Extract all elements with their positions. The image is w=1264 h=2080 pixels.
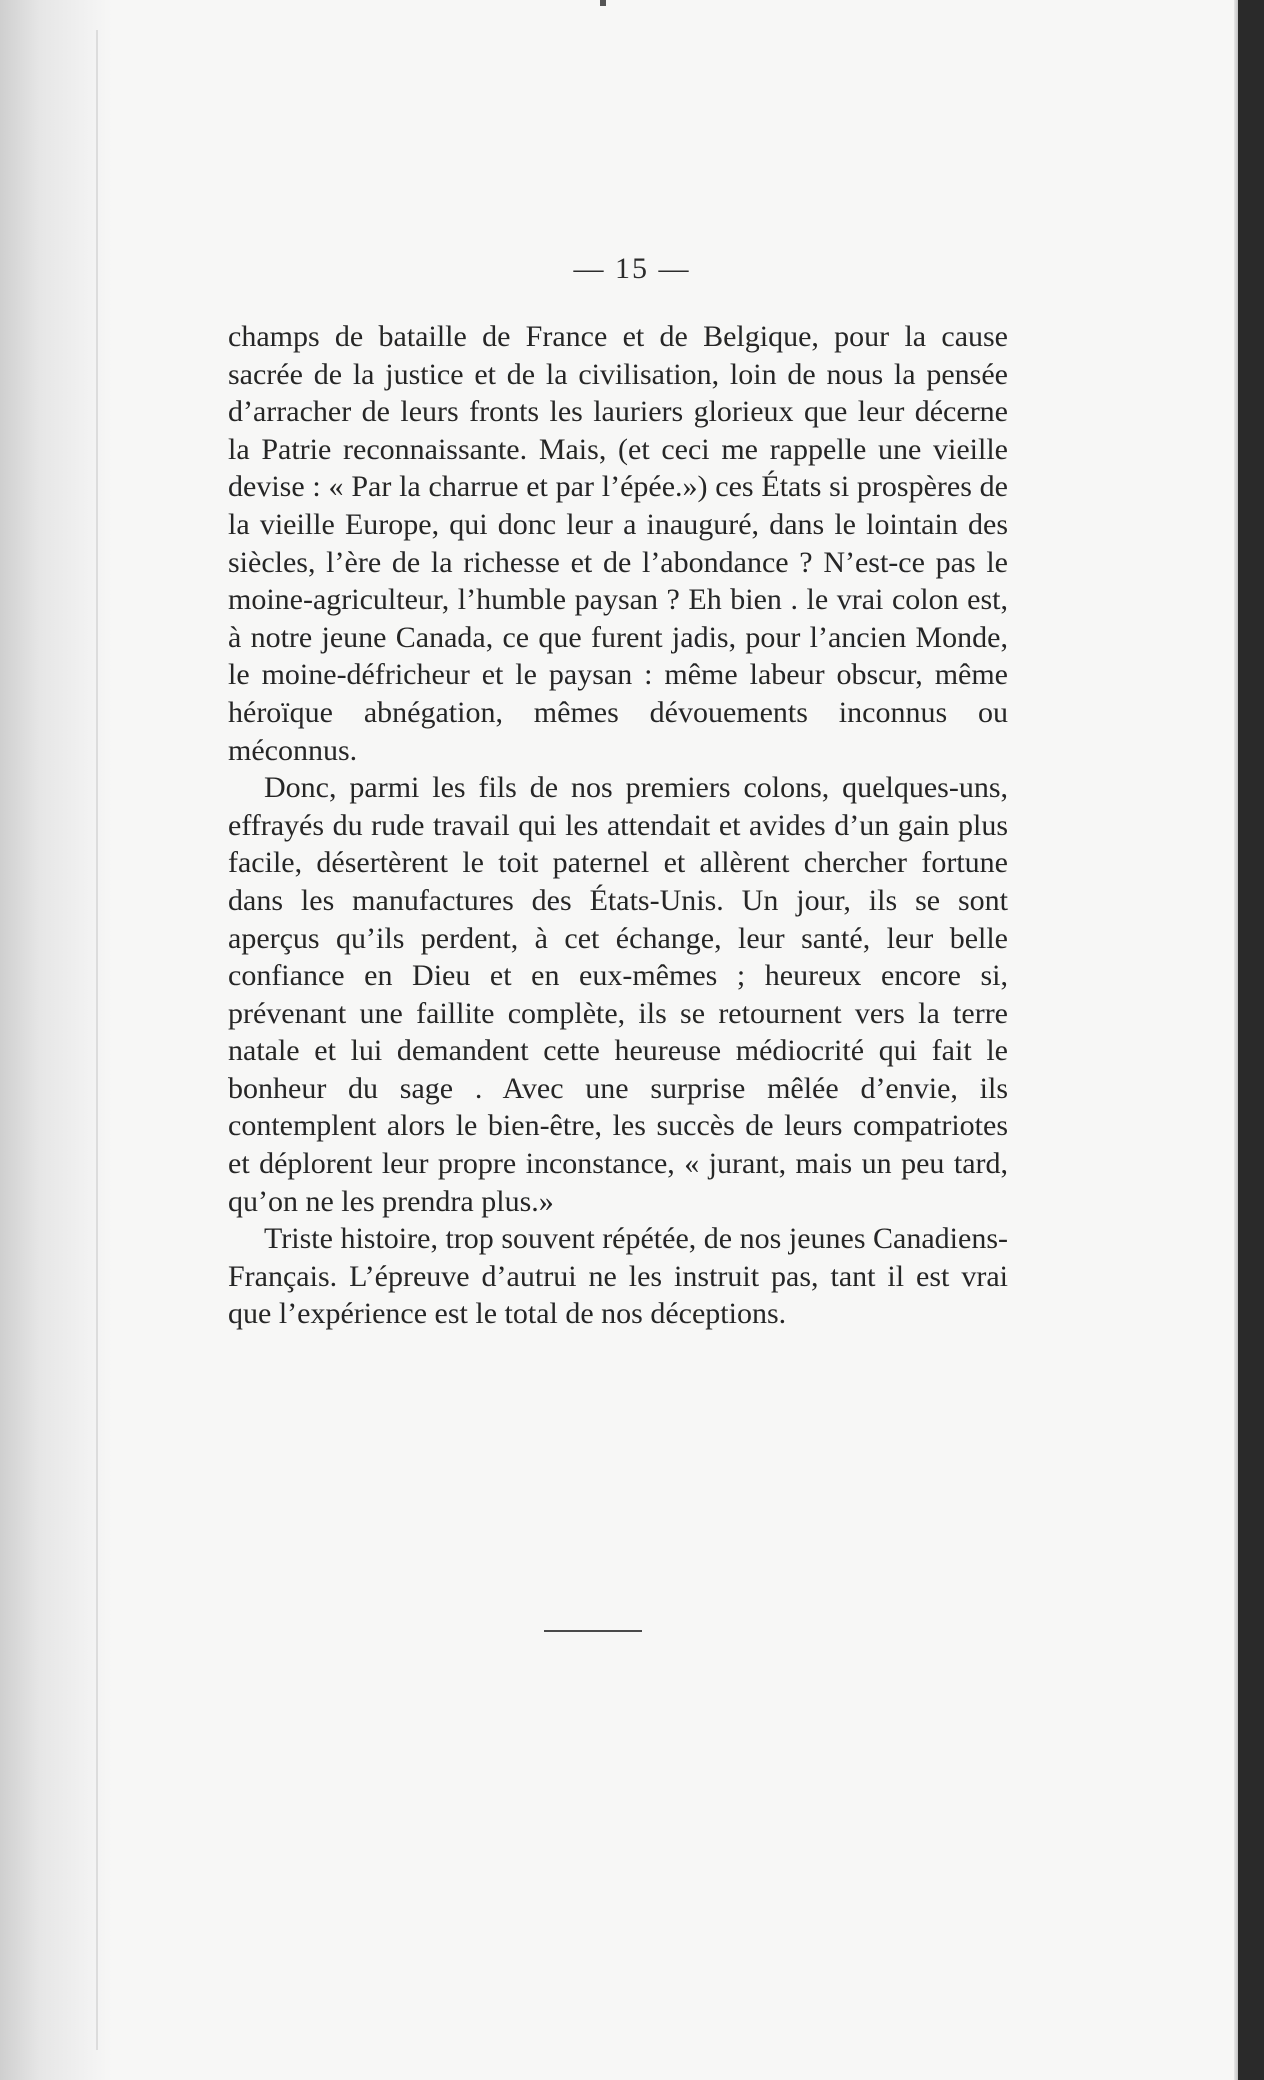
body-text — [228, 318, 1008, 1333]
section-end-rule — [544, 1630, 642, 1632]
paragraph-1: champs de bataille de France et de Belgique, pour la cause sacrée de la justice et de la civilisation, loin de nous la pensée d’arracher de leurs fronts les lauriers glorieux que leur décerne la Patrie reconnaissante. Mais, (et ceci me rappelle une vieille devise : « Par la charrue et par l’épée.») ces États si prospères de la vieille Europe, qui donc leur a inauguré, dans le lointain des siècles, l’ère de la richesse et de l’abondance ? N’est-ce pas le moine-agriculteur, l’humble paysan ? Eh bien . le vrai colon est, à notre jeune Canada, ce que furent jadis, pour l’ancien Monde, le moine-défricheur et le paysan : même labeur obscur, même héroïque abnégation, mêmes dévouements inconnus ou méconnus. — [228, 320, 1008, 767]
scan-artifact — [600, 0, 606, 6]
gutter-shadow-line — [96, 30, 98, 2050]
paragraph-2: Donc, parmi les fils de nos premiers colons, quelques-uns, effrayés du rude travail qui les attendait et avides d’un gain plus facile, désertèrent le toit paternel et allèrent chercher fortune dans les manufactures des États-Unis. Un jour, ils se sont aperçus qu’ils perdent, à cet échange, leur santé, leur belle confiance en Dieu et en eux-mêmes ; heureux encore si, prévenant une faillite complète, ils se retournent vers la terre natale et lui demandent cette heureuse médiocrité qui fait le bonheur du sage . Avec une surprise mêlée d’envie, ils contemplent alors le bien-être, les succès de leurs compatriotes et déplorent leur propre inconstance, « jurant, mais un peu tard, qu’on ne les prendra plus.» — [228, 771, 1008, 1218]
page-number: — 15 — — [573, 252, 691, 285]
paragraph-3: Triste histoire, trop souvent répétée, de nos jeunes Canadiens-Français. L’épreuve d’autrui ne les instruit pas, tant il est vrai que l’expérience est le total de nos déceptions. — [228, 1222, 1008, 1331]
scanner-border — [1238, 0, 1264, 2080]
